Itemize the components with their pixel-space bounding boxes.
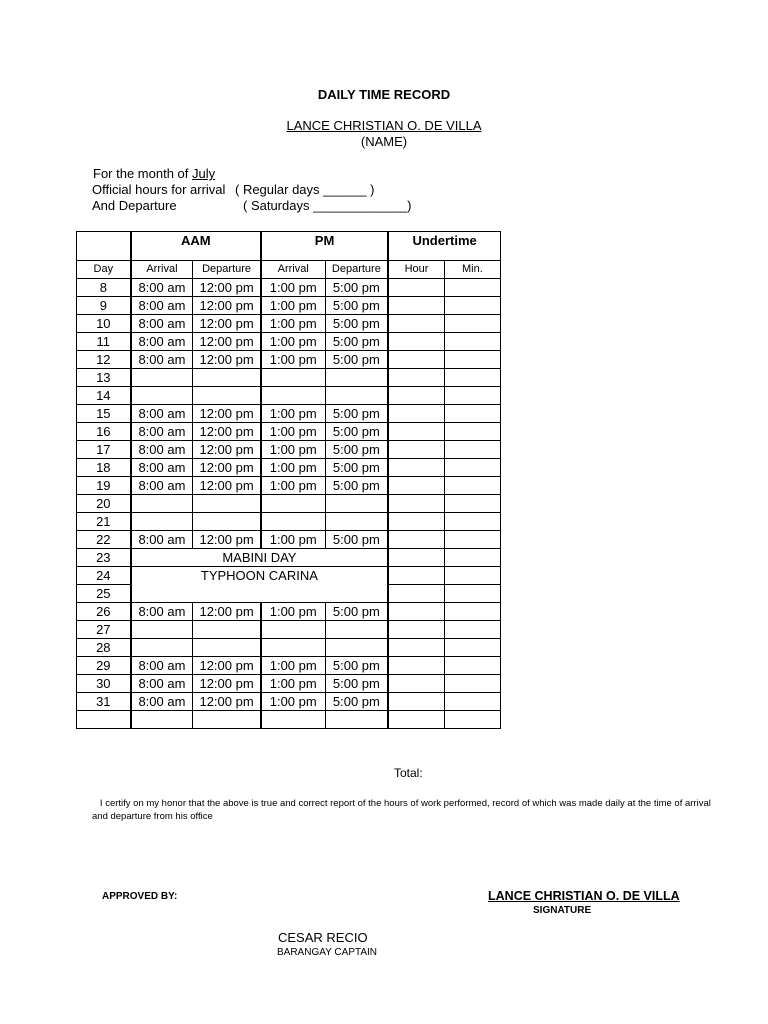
am-departure-cell: 12:00 pm xyxy=(193,477,261,495)
pm-departure-cell: 5:00 pm xyxy=(325,693,388,711)
pm-departure-cell xyxy=(325,639,388,657)
day-cell: 12 xyxy=(77,351,131,369)
undertime-min-cell xyxy=(444,585,500,603)
am-arrival-cell: 8:00 am xyxy=(131,405,193,423)
day-cell: 29 xyxy=(77,657,131,675)
pm-header: PM xyxy=(261,232,388,261)
pm-arrival-cell: 1:00 pm xyxy=(261,297,325,315)
signature-label: SIGNATURE xyxy=(533,905,592,916)
undertime-hour-cell xyxy=(388,513,444,531)
table-row xyxy=(77,711,501,729)
undertime-min-cell xyxy=(444,711,500,729)
pm-arrival-cell: 1:00 pm xyxy=(261,531,325,549)
day-cell: 11 xyxy=(77,333,131,351)
name-caption: (NAME) xyxy=(360,134,408,149)
am-arrival-cell: 8:00 am xyxy=(131,351,193,369)
am-departure-cell: 12:00 pm xyxy=(193,459,261,477)
approver-title: BARANGAY CAPTAIN xyxy=(277,947,378,958)
am-arrival-cell: 8:00 am xyxy=(131,315,193,333)
am-departure-cell xyxy=(193,369,261,387)
undertime-hour-cell xyxy=(388,315,444,333)
holiday-note: MABINI DAY xyxy=(131,549,389,567)
am-arrival-cell: 8:00 am xyxy=(131,531,193,549)
day-cell: 25 xyxy=(77,585,131,603)
table-row xyxy=(77,369,501,387)
month-value: July xyxy=(192,166,216,181)
pm-arrival-cell xyxy=(261,369,325,387)
pm-departure-cell: 5:00 pm xyxy=(325,657,388,675)
table-row xyxy=(77,531,501,549)
time-record-table xyxy=(76,231,501,729)
undertime-min-cell xyxy=(444,603,500,621)
am-departure-cell xyxy=(193,513,261,531)
day-cell: 26 xyxy=(77,603,131,621)
merged-note-cell xyxy=(131,585,389,603)
am-arrival-cell: 8:00 am xyxy=(131,603,193,621)
am-departure-cell: 12:00 pm xyxy=(193,603,261,621)
day-cell: 19 xyxy=(77,477,131,495)
day-cell: 24 xyxy=(77,567,131,585)
day-cell xyxy=(77,711,131,729)
col-pm-arrival: Arrival xyxy=(261,261,325,279)
pm-departure-cell: 5:00 pm xyxy=(325,405,388,423)
pm-arrival-cell: 1:00 pm xyxy=(261,405,325,423)
am-departure-cell xyxy=(193,621,261,639)
pm-arrival-cell: 1:00 pm xyxy=(261,693,325,711)
day-cell: 31 xyxy=(77,693,131,711)
undertime-hour-cell xyxy=(388,495,444,513)
pm-departure-cell: 5:00 pm xyxy=(325,297,388,315)
table-row xyxy=(77,477,501,495)
pm-departure-cell: 5:00 pm xyxy=(325,531,388,549)
undertime-hour-cell xyxy=(388,549,444,567)
pm-departure-cell: 5:00 pm xyxy=(325,333,388,351)
undertime-hour-cell xyxy=(388,387,444,405)
undertime-hour-cell xyxy=(388,405,444,423)
am-departure-cell: 12:00 pm xyxy=(193,279,261,297)
pm-arrival-cell: 1:00 pm xyxy=(261,675,325,693)
approver-name: CESAR RECIO xyxy=(278,930,368,945)
day-cell: 17 xyxy=(77,441,131,459)
pm-departure-cell xyxy=(325,369,388,387)
arrival-label: Official hours for arrival xyxy=(92,182,226,197)
am-departure-cell: 12:00 pm xyxy=(193,441,261,459)
am-arrival-cell xyxy=(131,495,193,513)
undertime-header: Undertime xyxy=(388,232,500,261)
undertime-min-cell xyxy=(444,441,500,459)
month-line xyxy=(93,166,215,181)
undertime-hour-cell xyxy=(388,621,444,639)
pm-departure-cell xyxy=(325,621,388,639)
table-row xyxy=(77,657,501,675)
undertime-min-cell xyxy=(444,531,500,549)
table-row xyxy=(77,567,501,585)
am-arrival-cell: 8:00 am xyxy=(131,477,193,495)
undertime-hour-cell xyxy=(388,441,444,459)
pm-arrival-cell xyxy=(261,621,325,639)
undertime-min-cell xyxy=(444,297,500,315)
undertime-hour-cell xyxy=(388,423,444,441)
am-arrival-cell xyxy=(131,711,193,729)
undertime-min-cell xyxy=(444,567,500,585)
undertime-min-cell xyxy=(444,495,500,513)
am-departure-cell: 12:00 pm xyxy=(193,333,261,351)
am-departure-cell: 12:00 pm xyxy=(193,693,261,711)
am-departure-cell xyxy=(193,711,261,729)
table-row xyxy=(77,279,501,297)
table-row xyxy=(77,549,501,567)
undertime-min-cell xyxy=(444,315,500,333)
am-arrival-cell: 8:00 am xyxy=(131,693,193,711)
table-row xyxy=(77,387,501,405)
am-arrival-cell: 8:00 am xyxy=(131,333,193,351)
pm-arrival-cell xyxy=(261,639,325,657)
table-row xyxy=(77,603,501,621)
day-cell: 9 xyxy=(77,297,131,315)
undertime-hour-cell xyxy=(388,477,444,495)
day-cell: 23 xyxy=(77,549,131,567)
am-departure-cell: 12:00 pm xyxy=(193,531,261,549)
pm-arrival-cell xyxy=(261,387,325,405)
am-departure-cell: 12:00 pm xyxy=(193,351,261,369)
table-row xyxy=(77,405,501,423)
undertime-min-cell xyxy=(444,477,500,495)
certification-body: I certify on my honor that the above is true and correct report of the hours of work performed, record of which was made daily at the time of arrival and departure from his office xyxy=(92,798,711,822)
am-departure-cell: 12:00 pm xyxy=(193,297,261,315)
departure-label: And Departure xyxy=(92,198,177,213)
am-header: AAM xyxy=(131,232,261,261)
day-cell: 13 xyxy=(77,369,131,387)
pm-arrival-cell: 1:00 pm xyxy=(261,333,325,351)
pm-arrival-cell: 1:00 pm xyxy=(261,477,325,495)
undertime-min-cell xyxy=(444,675,500,693)
am-arrival-cell: 8:00 am xyxy=(131,459,193,477)
day-cell: 14 xyxy=(77,387,131,405)
table-row xyxy=(77,621,501,639)
undertime-min-cell xyxy=(444,423,500,441)
pm-arrival-cell xyxy=(261,711,325,729)
am-arrival-cell: 8:00 am xyxy=(131,297,193,315)
col-pm-departure: Departure xyxy=(325,261,388,279)
pm-departure-cell: 5:00 pm xyxy=(325,279,388,297)
saturdays: ( Saturdays _____________) xyxy=(243,198,412,213)
am-arrival-cell: 8:00 am xyxy=(131,675,193,693)
table-row xyxy=(77,315,501,333)
col-am-departure: Departure xyxy=(193,261,261,279)
undertime-hour-cell xyxy=(388,297,444,315)
undertime-min-cell xyxy=(444,369,500,387)
table-row xyxy=(77,495,501,513)
table-row xyxy=(77,459,501,477)
table-row xyxy=(77,675,501,693)
pm-arrival-cell: 1:00 pm xyxy=(261,315,325,333)
day-cell: 20 xyxy=(77,495,131,513)
undertime-hour-cell xyxy=(388,675,444,693)
pm-arrival-cell: 1:00 pm xyxy=(261,279,325,297)
pm-arrival-cell: 1:00 pm xyxy=(261,441,325,459)
undertime-min-cell xyxy=(444,693,500,711)
pm-arrival-cell xyxy=(261,513,325,531)
am-arrival-cell xyxy=(131,387,193,405)
am-arrival-cell: 8:00 am xyxy=(131,279,193,297)
undertime-hour-cell xyxy=(388,711,444,729)
pm-departure-cell: 5:00 pm xyxy=(325,477,388,495)
signature-name: LANCE CHRISTIAN O. DE VILLA xyxy=(488,889,680,903)
table-row xyxy=(77,351,501,369)
pm-arrival-cell: 1:00 pm xyxy=(261,459,325,477)
undertime-min-cell xyxy=(444,639,500,657)
table-row xyxy=(77,693,501,711)
pm-departure-cell: 5:00 pm xyxy=(325,459,388,477)
day-cell: 27 xyxy=(77,621,131,639)
day-cell: 30 xyxy=(77,675,131,693)
am-departure-cell xyxy=(193,387,261,405)
blank-header-cell xyxy=(77,232,131,261)
am-arrival-cell xyxy=(131,639,193,657)
day-cell: 16 xyxy=(77,423,131,441)
undertime-min-cell xyxy=(444,549,500,567)
pm-departure-cell: 5:00 pm xyxy=(325,675,388,693)
undertime-hour-cell xyxy=(388,693,444,711)
month-label: For the month of xyxy=(93,166,189,181)
undertime-hour-cell xyxy=(388,657,444,675)
undertime-hour-cell xyxy=(388,603,444,621)
undertime-min-cell xyxy=(444,459,500,477)
day-cell: 18 xyxy=(77,459,131,477)
pm-departure-cell: 5:00 pm xyxy=(325,423,388,441)
total-label: Total: xyxy=(394,766,423,780)
holiday-note: TYPHOON CARINA xyxy=(131,567,389,585)
pm-departure-cell xyxy=(325,495,388,513)
am-arrival-cell xyxy=(131,513,193,531)
approved-by-label: APPROVED BY: xyxy=(102,891,178,902)
column-header-row xyxy=(77,261,501,279)
pm-departure-cell xyxy=(325,711,388,729)
am-arrival-cell: 8:00 am xyxy=(131,657,193,675)
undertime-hour-cell xyxy=(388,531,444,549)
am-arrival-cell: 8:00 am xyxy=(131,441,193,459)
undertime-hour-cell xyxy=(388,459,444,477)
pm-arrival-cell: 1:00 pm xyxy=(261,423,325,441)
undertime-hour-cell xyxy=(388,567,444,585)
col-hour: Hour xyxy=(388,261,444,279)
am-departure-cell: 12:00 pm xyxy=(193,315,261,333)
pm-arrival-cell xyxy=(261,495,325,513)
day-cell: 10 xyxy=(77,315,131,333)
day-cell: 21 xyxy=(77,513,131,531)
day-cell: 15 xyxy=(77,405,131,423)
pm-departure-cell: 5:00 pm xyxy=(325,315,388,333)
undertime-hour-cell xyxy=(388,369,444,387)
regular-days: ( Regular days ______ ) xyxy=(235,182,375,197)
am-departure-cell: 12:00 pm xyxy=(193,675,261,693)
table-row xyxy=(77,639,501,657)
undertime-min-cell xyxy=(444,405,500,423)
undertime-min-cell xyxy=(444,621,500,639)
certification-text xyxy=(92,797,712,823)
table-row xyxy=(77,441,501,459)
pm-departure-cell xyxy=(325,387,388,405)
undertime-hour-cell xyxy=(388,351,444,369)
table-row xyxy=(77,423,501,441)
table-row xyxy=(77,585,501,603)
table-row xyxy=(77,513,501,531)
pm-arrival-cell: 1:00 pm xyxy=(261,657,325,675)
am-departure-cell xyxy=(193,639,261,657)
am-arrival-cell: 8:00 am xyxy=(131,423,193,441)
pm-departure-cell: 5:00 pm xyxy=(325,351,388,369)
group-header-row xyxy=(77,232,501,261)
undertime-min-cell xyxy=(444,279,500,297)
am-arrival-cell xyxy=(131,621,193,639)
am-arrival-cell xyxy=(131,369,193,387)
table-row xyxy=(77,333,501,351)
undertime-hour-cell xyxy=(388,333,444,351)
col-min: Min. xyxy=(444,261,500,279)
undertime-min-cell xyxy=(444,333,500,351)
pm-departure-cell: 5:00 pm xyxy=(325,603,388,621)
undertime-min-cell xyxy=(444,387,500,405)
am-departure-cell: 12:00 pm xyxy=(193,405,261,423)
col-day: Day xyxy=(77,261,131,279)
am-departure-cell: 12:00 pm xyxy=(193,657,261,675)
table-row xyxy=(77,297,501,315)
am-departure-cell xyxy=(193,495,261,513)
am-departure-cell: 12:00 pm xyxy=(193,423,261,441)
day-cell: 8 xyxy=(77,279,131,297)
undertime-min-cell xyxy=(444,657,500,675)
day-cell: 22 xyxy=(77,531,131,549)
pm-departure-cell xyxy=(325,513,388,531)
pm-departure-cell: 5:00 pm xyxy=(325,441,388,459)
undertime-min-cell xyxy=(444,351,500,369)
undertime-min-cell xyxy=(444,513,500,531)
document-title: DAILY TIME RECORD xyxy=(317,87,451,102)
day-cell: 28 xyxy=(77,639,131,657)
col-am-arrival: Arrival xyxy=(131,261,193,279)
employee-name: LANCE CHRISTIAN O. DE VILLA xyxy=(286,118,482,133)
undertime-hour-cell xyxy=(388,585,444,603)
pm-arrival-cell: 1:00 pm xyxy=(261,351,325,369)
undertime-hour-cell xyxy=(388,639,444,657)
undertime-hour-cell xyxy=(388,279,444,297)
pm-arrival-cell: 1:00 pm xyxy=(261,603,325,621)
